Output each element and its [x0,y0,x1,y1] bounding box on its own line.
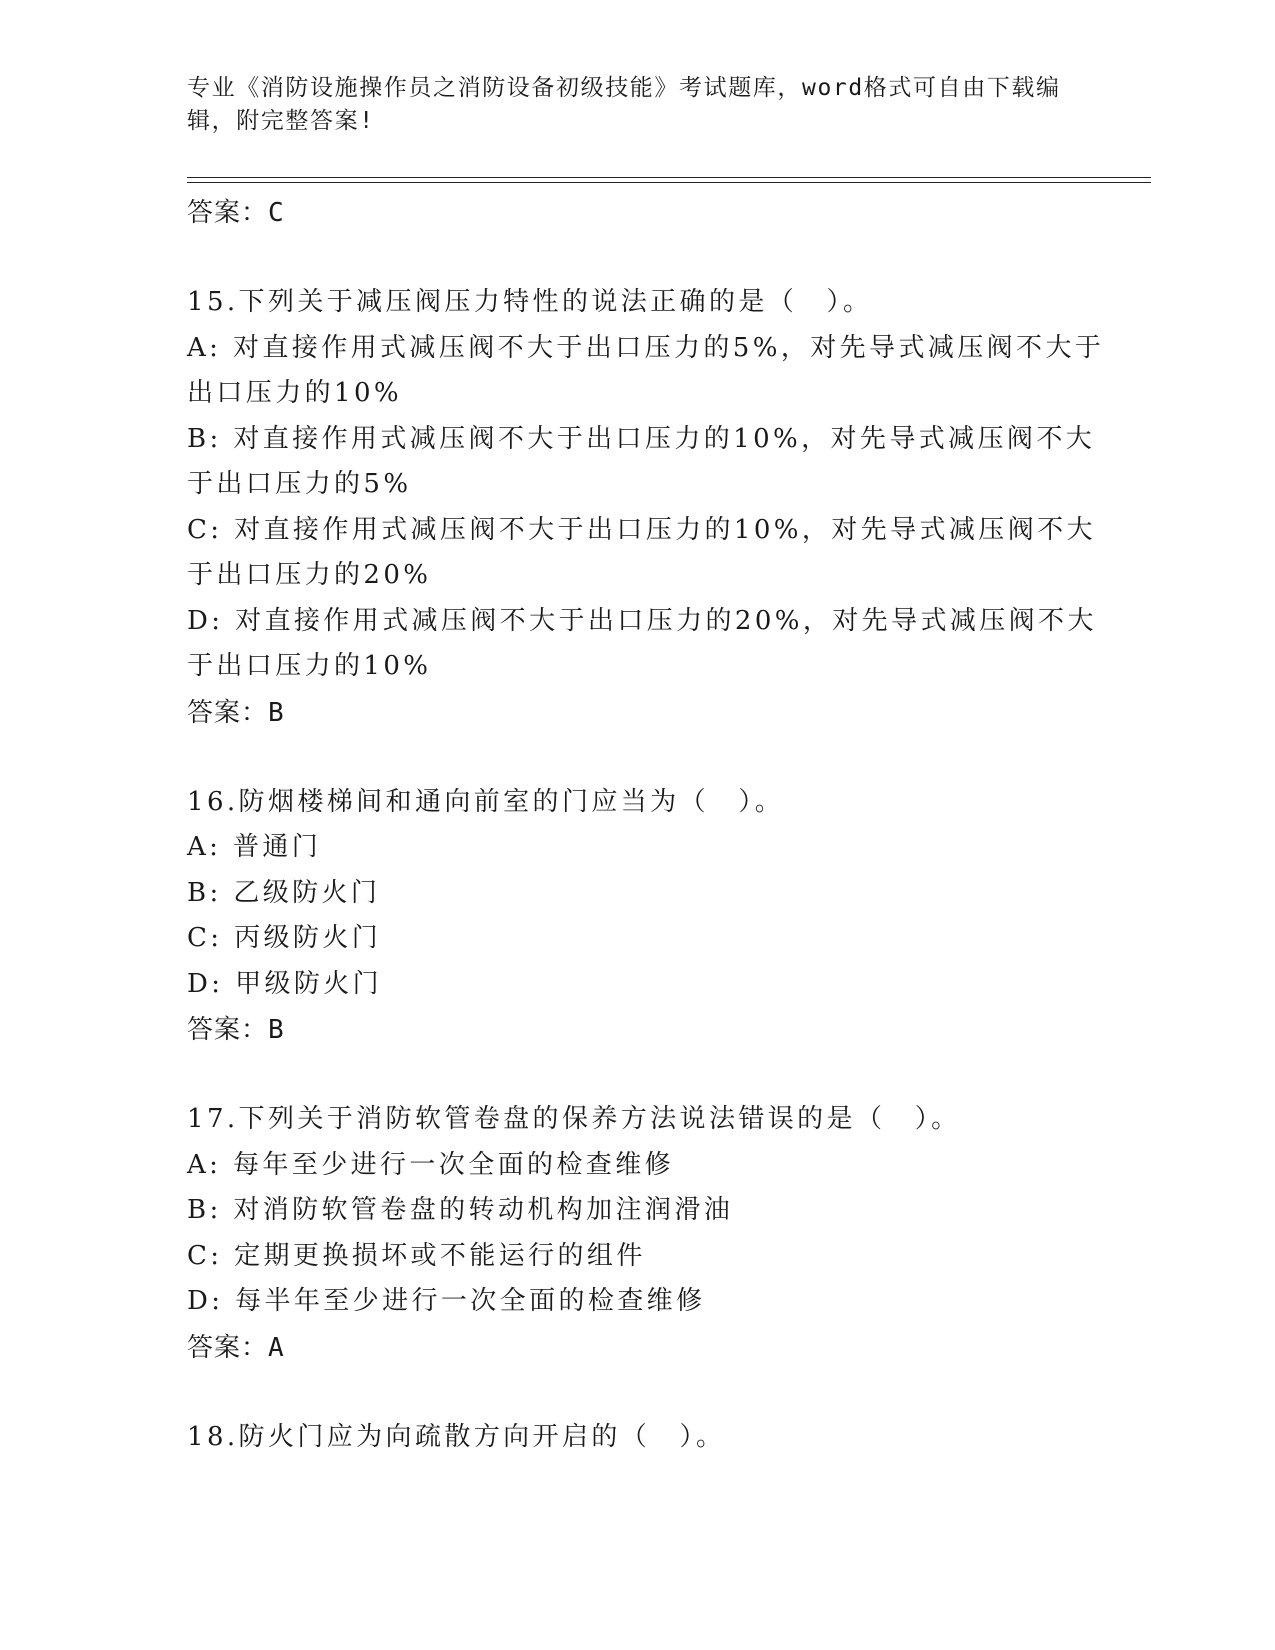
answer-value: B [268,697,285,728]
answer-line [187,190,1087,236]
option-c [187,508,1096,599]
question-stem: 18.防火门应为向疏散方向开启的（ ）。 [187,1421,726,1452]
spacer [187,236,1087,280]
spacer [187,736,1087,780]
answer-value: B [268,1015,285,1045]
answer-label: 答案： [187,1015,269,1045]
option-d: D: 甲级防火门 [187,968,383,999]
header-divider-top [187,177,1151,178]
header-line-2: 辑，附完整答案! [187,108,375,134]
option-text-line2: 于出口压力的5% [187,469,412,499]
option-b: B: 对消防软管卷盘的转动机构加注润滑油 [187,1195,734,1225]
answer-label: 答案： [187,1332,269,1363]
header-line-1: 专业《消防设施操作员之消防设备初级技能》考试题库，word格式可自由下载编 [187,75,1061,101]
option-a: A: 普通门 [187,832,322,862]
option-text-line2: 于出口压力的20% [187,560,432,590]
option-text-line1: A: 对直接作用式减压阀不大于出口压力的5%，对先导式减压阀不大于 [187,332,1105,363]
answer-label: 答案： [187,198,269,228]
option-c: C: 丙级防火门 [187,923,382,953]
option-c: C: 定期更换损坏或不能运行的组件 [187,1240,646,1271]
option-text-line2: 出口压力的10% [187,378,402,408]
option-d [187,599,1097,690]
answer-line [187,690,1087,736]
option-d: D: 每半年至少进行一次全面的检查维修 [187,1286,706,1316]
question-16 [187,780,1087,1054]
spacer [187,1371,1087,1415]
question-stem: 15.下列关于减压阀压力特性的说法正确的是（ ）。 [187,287,873,317]
answer-label: 答案： [187,697,269,728]
option-a [187,326,1105,417]
header-divider-bottom [187,182,1151,183]
option-text-line1: C: 对直接作用式减压阀不大于出口压力的10%，对先导式减压阀不大 [187,514,1096,545]
question-17 [187,1097,1087,1371]
option-text-line2: 于出口压力的10% [187,651,432,681]
question-stem: 16.防烟楼梯间和通向前室的门应当为（ ）。 [187,786,785,817]
option-text-line1: B: 对直接作用式减压阀不大于出口压力的10%，对先导式减压阀不大 [187,423,1096,454]
question-stem: 17.下列关于消防软管卷盘的保养方法说法错误的是（ ）。 [187,1104,961,1134]
answer-line [187,1325,1087,1371]
spacer [187,1053,1087,1097]
option-a: A: 每年至少进行一次全面的检查维修 [187,1149,675,1180]
answer-value: A [268,1332,285,1363]
question-list [187,190,1105,1460]
answer-line [187,1007,1087,1053]
document-header [187,72,1067,138]
question-15 [187,280,1105,736]
option-b: B: 乙级防火门 [187,877,381,908]
question-18 [187,1415,1087,1461]
option-text-line1: D: 对直接作用式减压阀不大于出口压力的20%，对先导式减压阀不大 [187,605,1097,636]
option-b [187,417,1096,508]
answer-value: C [268,198,285,228]
